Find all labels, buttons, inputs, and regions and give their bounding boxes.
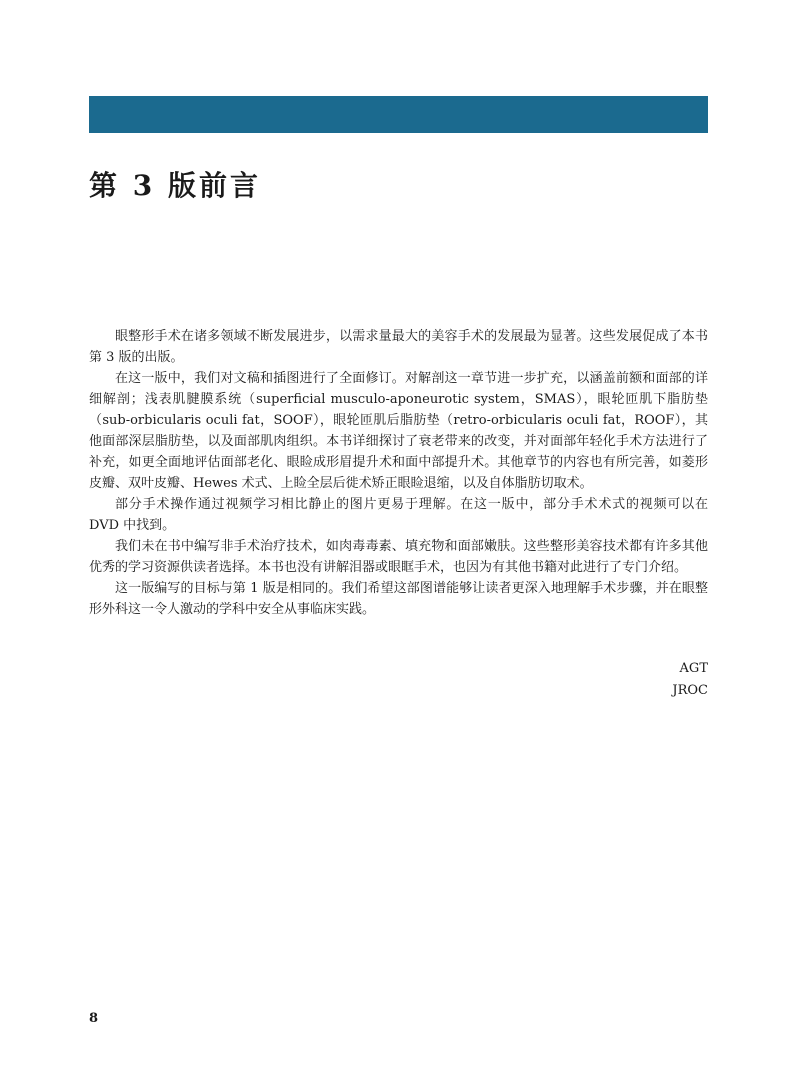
- paragraph-1: 眼整形手术在诸多领域不断发展进步，以需求量最大的美容手术的发展最为显著。这些发展促成了本书第 3 版的出版。: [89, 329, 708, 365]
- header-color-bar: [89, 96, 708, 133]
- page-number: 8: [89, 1011, 99, 1026]
- signature-line-2: JROC: [672, 683, 708, 698]
- author-signature: [672, 658, 708, 702]
- paragraph-3: 部分手术操作通过视频学习相比静止的图片更易于理解。在这一版中，部分手术术式的视频可以在 DVD 中找到。: [89, 497, 708, 533]
- paragraph-4: 我们未在书中编写非手术治疗技术，如肉毒毒素、填充物和面部嫩肤。这些整形美容技术都有许多其他优秀的学习资源供读者选择。本书也没有讲解泪器或眼眶手术，也因为有其他书籍对此进行了专门介绍。: [89, 539, 708, 575]
- preface-body: [89, 326, 708, 620]
- paragraph-2: 在这一版中，我们对文稿和插图进行了全面修订。对解剖这一章节进一步扩充，以涵盖前额和面部的详细解剖；浅表肌腱膜系统（superficial musculo-aponeurotic system，SMAS），眼轮匝肌下脂肪垫（sub-orbicularis oculi fat，SOOF），眼轮匝肌后脂肪垫（retro-orbicularis oculi fat，ROOF），其他面部深层脂肪垫，以及面部肌肉组织。本书详细探讨了衰老带来的改变，并对面部年轻化手术方法进行了补充，如更全面地评估面部老化、眼睑成形眉提升术和面中部提升术。其他章节的内容也有所完善，如菱形皮瓣、双叶皮瓣、Hewes 术式、上睑全层后徙术矫正眼睑退缩，以及自体脂肪切取术。: [89, 371, 708, 491]
- paragraph-5: 这一版编写的目标与第 1 版是相同的。我们希望这部图谱能够让读者更深入地理解手术步骤，并在眼整形外科这一令人激动的学科中安全从事临床实践。: [89, 581, 708, 617]
- signature-line-1: AGT: [679, 661, 708, 676]
- page-title: 第 3 版前言: [89, 169, 261, 202]
